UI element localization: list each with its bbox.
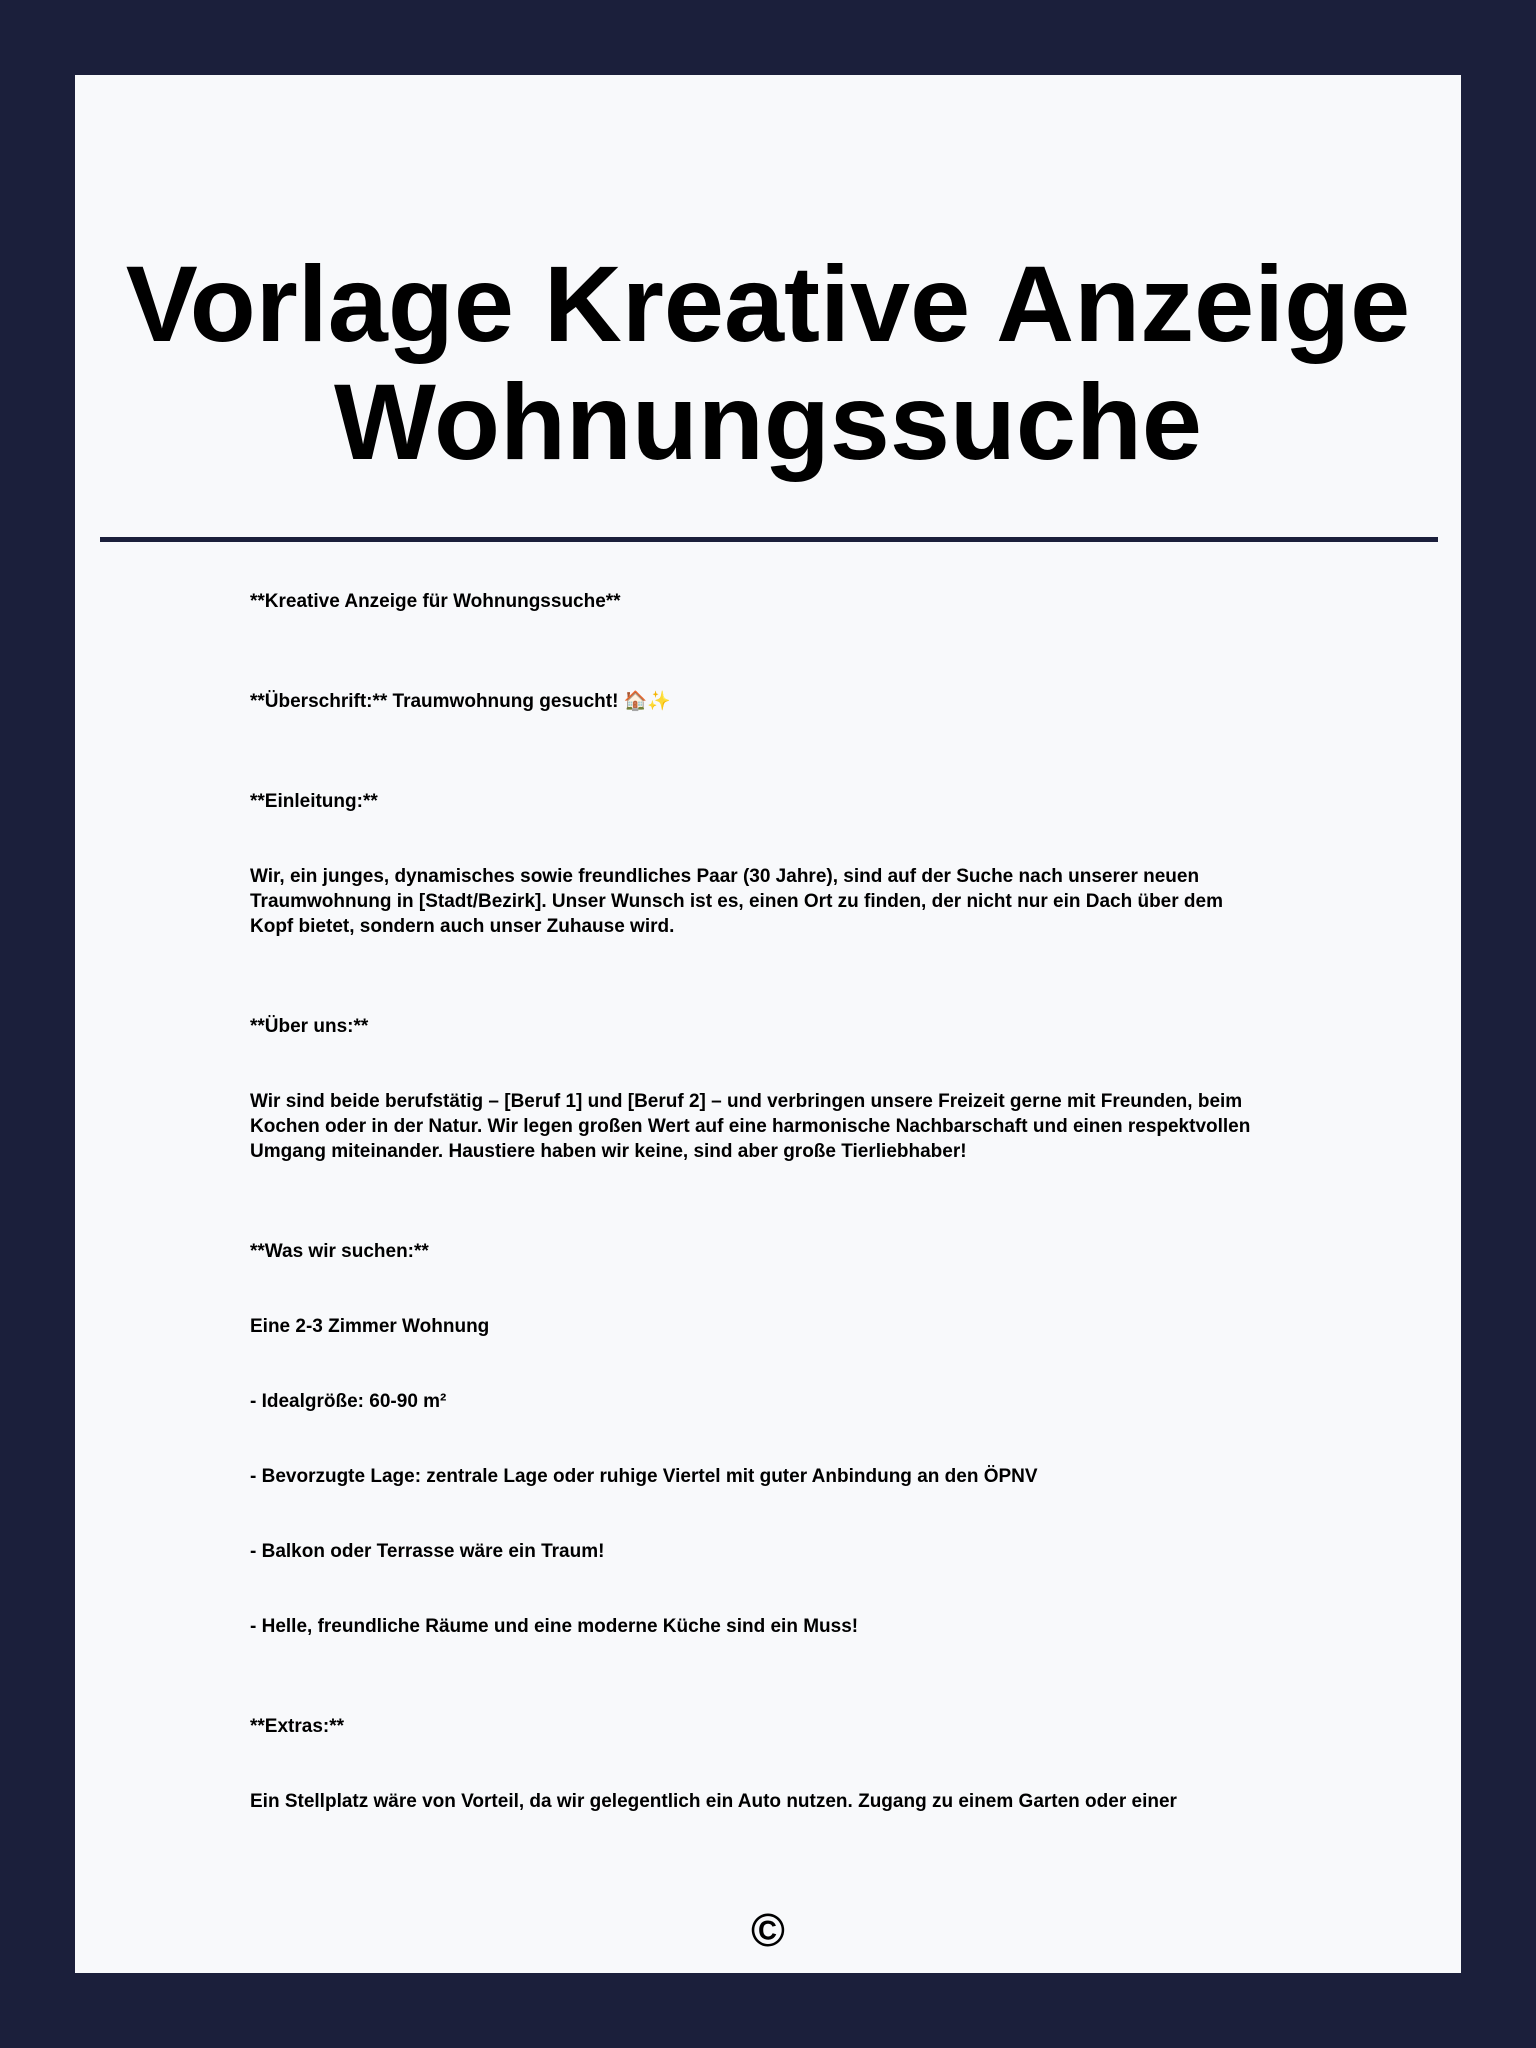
list-item: Eine 2-3 Zimmer Wohnung — [250, 1316, 490, 1337]
list-item: - Helle, freundliche Räume und eine moderne Küche sind ein Muss! — [250, 1616, 859, 1637]
intro-paragraph: Wir, ein junges, dynamisches sowie freundliches Paar (30 Jahre), sind auf der Suche nach unserer neuen Traumwohnung in [Stadt/Bezirk]. Unser Wunsch ist es, einen Ort zu finden, der nicht nur ein Dach über dem Kopf bietet, sondern auch unser Zuhause wird. — [250, 866, 1223, 937]
page-title — [75, 245, 1461, 481]
title-divider — [100, 537, 1438, 542]
title-line-1: Vorlage Kreative Anzeige — [125, 243, 1411, 364]
list-item: - Balkon oder Terrasse wäre ein Traum! — [250, 1541, 605, 1562]
document-page — [75, 75, 1461, 1973]
section-search-heading: **Was wir suchen:** — [250, 1241, 429, 1262]
ad-heading: **Kreative Anzeige für Wohnungssuche** — [250, 591, 621, 612]
extras-paragraph: Ein Stellplatz wäre von Vorteil, da wir gelegentlich ein Auto nutzen. Zugang zu einem Garten oder einer — [250, 1791, 1177, 1812]
section-about-heading: **Über uns:** — [250, 1016, 369, 1037]
ad-headline: **Überschrift:** Traumwohnung gesucht! 🏠✨ — [250, 691, 672, 712]
copyright-icon: © — [751, 1904, 785, 1956]
list-item: - Bevorzugte Lage: zentrale Lage oder ruhige Viertel mit guter Anbindung an den ÖPNV — [250, 1466, 1038, 1487]
title-line-2: Wohnungssuche — [333, 361, 1202, 482]
section-extras-heading: **Extras:** — [250, 1716, 344, 1737]
list-item: - Idealgröße: 60-90 m² — [250, 1391, 447, 1412]
section-intro-heading: **Einleitung:** — [250, 791, 378, 812]
about-paragraph: Wir sind beide berufstätig – [Beruf 1] und [Beruf 2] – und verbringen unsere Freizeit gerne mit Freunden, beim Kochen oder in der Natur. Wir legen großen Wert auf eine harmonische Nachbarschaft und einen respektvollen Umgang miteinander. Haustiere haben wir keine, sind aber große Tierliebhaber! — [250, 1091, 1251, 1162]
